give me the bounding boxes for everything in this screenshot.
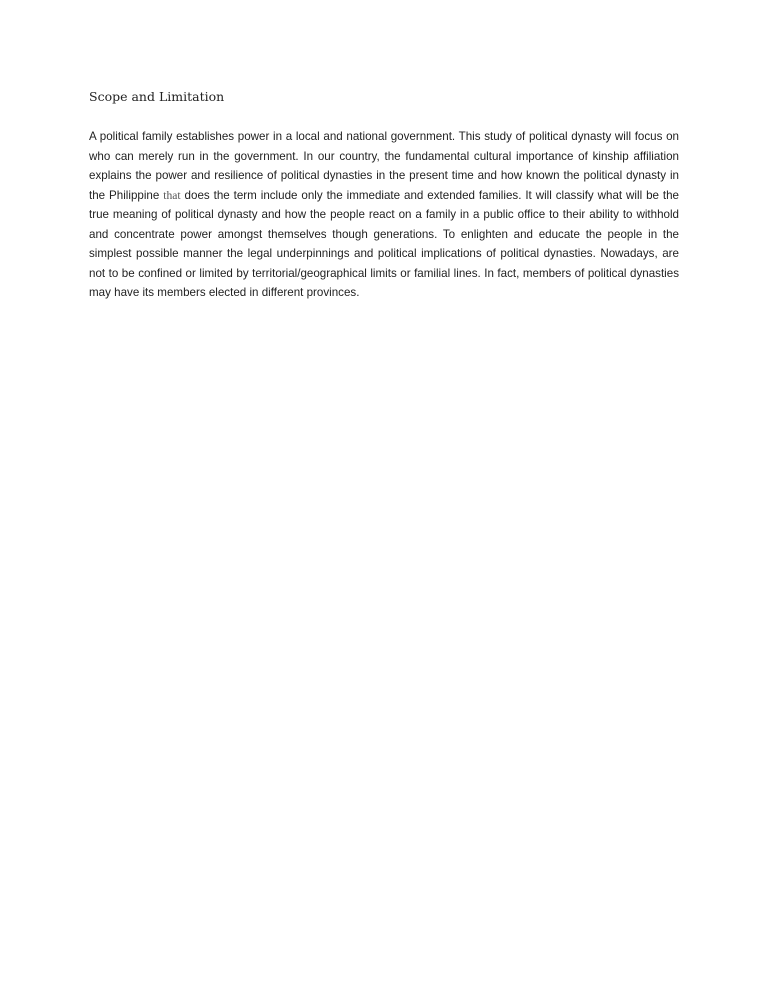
body-paragraph [89,127,679,303]
section-heading: Scope and Limitation [89,89,225,104]
paragraph-inline-serif-word: that [163,188,181,202]
paragraph-text-start: A political family establishes power in a local and national government. This study of political dynasty will focus on who can merely run in the government. In our country, the fundamental cultural importance of kinship affiliation explains the power and resilience of political dynasties in the present time and how known the political dynasty in the Philippine [89,130,679,202]
paragraph-text-end: does the term include only the immediate and extended families. It will classify what will be the true meaning of political dynasty and how the people react on a family in a public office to their ability to withhold and concentrate power amongst themselves though generations. To enlighten and educate the people in the simplest possible manner the legal underpinnings and political implications of political dynasties. Nowadays, are not to be confined or limited by territorial/geographical limits or familial lines. In fact, members of political dynasties may have its members elected in different provinces. [89,188,679,299]
